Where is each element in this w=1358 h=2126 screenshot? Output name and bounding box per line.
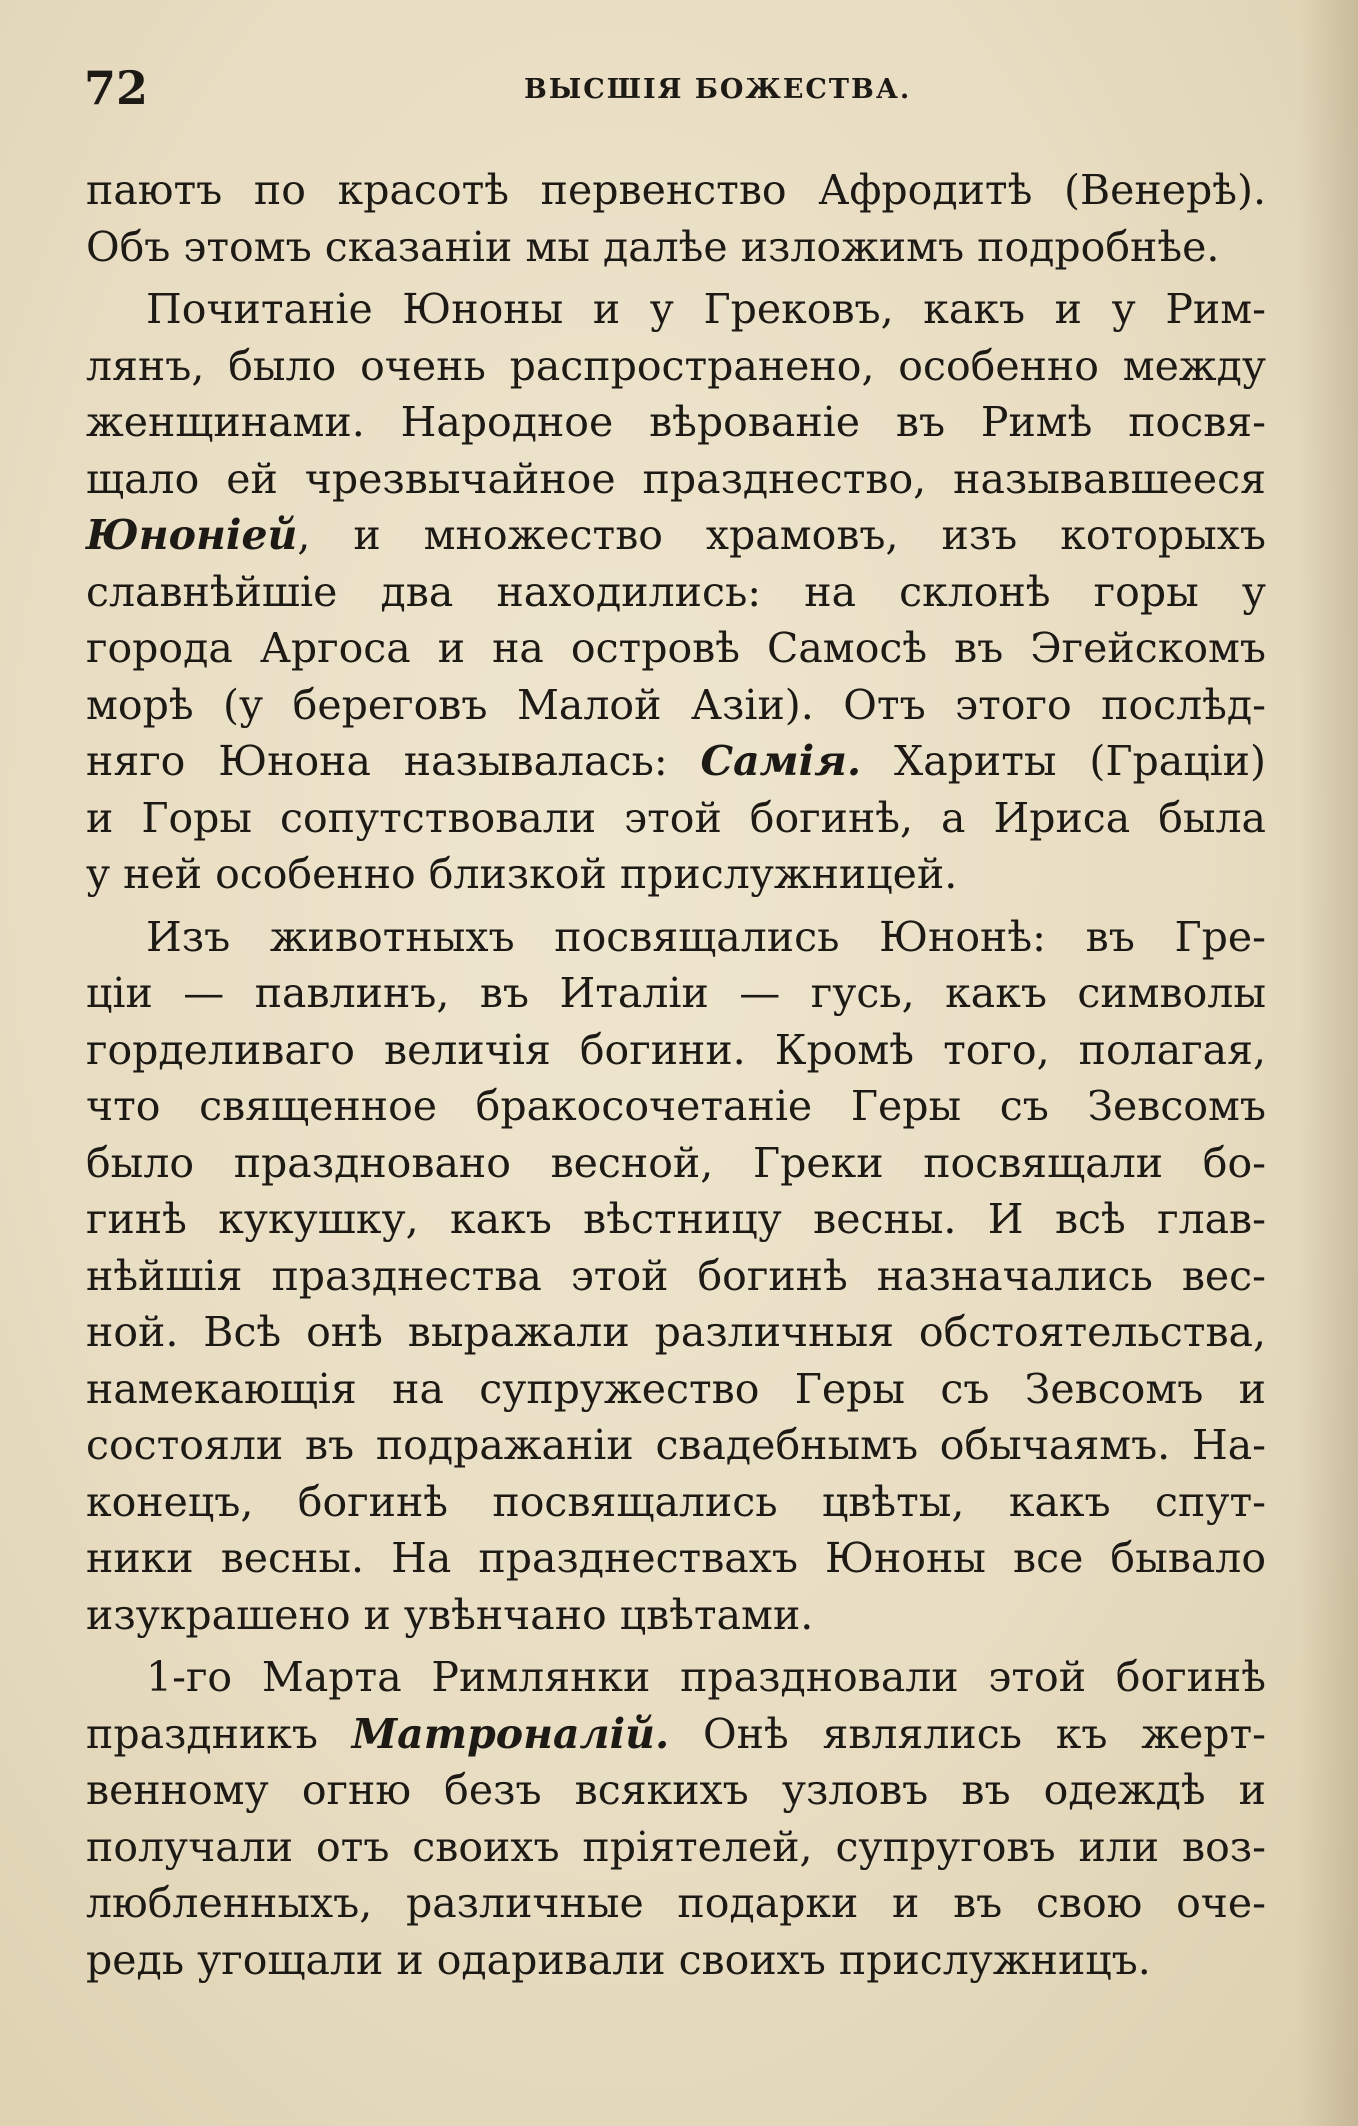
- text-line: венному огню безъ всякихъ узловъ въ одеждѣ и: [86, 1766, 1266, 1814]
- text-line: нѣйшія празднества этой богинѣ назначались вес-: [86, 1251, 1266, 1300]
- text-line: ной. Всѣ онѣ выражали различныя обстоятельства,: [86, 1308, 1266, 1356]
- body-text: [86, 162, 1266, 1988]
- text-fragment: няго Юнона называлась:: [86, 737, 701, 785]
- text-line: города Аргоса и на островѣ Самосѣ въ Эгейскомъ: [86, 624, 1266, 672]
- text-line: Почитаніе Юноны и у Грековъ, какъ и у Рим-: [146, 285, 1266, 333]
- page-number: 72: [84, 61, 149, 115]
- text-fragment: Хариты (Граціи): [861, 737, 1266, 785]
- text-line: Изъ животныхъ посвящались Юнонѣ: въ Гре-: [146, 912, 1266, 961]
- text-line: [86, 507, 1266, 564]
- emphasized-term-samia: Самія.: [700, 737, 862, 785]
- text-line: гинѣ кукушку, какъ вѣстницу весны. И всѣ глав-: [86, 1195, 1266, 1243]
- text-fragment: , и множество храмовъ, изъ которыхъ: [297, 511, 1266, 559]
- page-header: [84, 58, 1262, 118]
- text-line: было праздновано весной, Греки посвящали бо-: [86, 1138, 1266, 1187]
- text-line: изукрашено и увѣнчано цвѣтами.: [86, 1590, 814, 1639]
- text-line: получали отъ своихъ пріятелей, супруговъ или воз-: [86, 1822, 1266, 1871]
- text-line: редь угощали и одаривали своихъ прислужницъ.: [86, 1935, 1151, 1984]
- text-line: славнѣйшіе два находились: на склонѣ горы у: [86, 567, 1266, 616]
- text-line: лянъ, было очень распространено, особенно между: [86, 341, 1266, 390]
- text-line: морѣ (у береговъ Малой Азіи). Отъ этого послѣд-: [86, 680, 1266, 729]
- text-line: женщинами. Народное вѣрованіе въ Римѣ посвя-: [86, 398, 1266, 446]
- text-line: [86, 733, 1266, 790]
- text-line: конецъ, богинѣ посвящались цвѣты, какъ спут-: [86, 1477, 1266, 1526]
- text-line: что священное бракосочетаніе Геры съ Зевсомъ: [86, 1082, 1266, 1130]
- text-line: и Горы сопутствовали этой богинѣ, а Ириса была: [86, 793, 1266, 842]
- text-line: у ней особенно близкой прислужницей.: [86, 850, 958, 898]
- text-line: паютъ по красотѣ первенство Афродитѣ (Венерѣ).: [86, 166, 1266, 214]
- text-line: горделиваго величія богини. Кромѣ того, полагая,: [86, 1025, 1266, 1074]
- paragraph-2: [86, 281, 1266, 903]
- text-line: ціи — павлинъ, въ Италіи — гусь, какъ символы: [86, 969, 1266, 1017]
- text-line: 1-го Марта Римлянки праздновали этой богинѣ: [146, 1653, 1266, 1701]
- text-fragment: Онѣ являлись къ жерт-: [669, 1709, 1266, 1758]
- paragraph-1: [86, 162, 1266, 275]
- emphasized-term-matronalii: Матроналій.: [351, 1709, 670, 1758]
- text-fragment: праздникъ: [86, 1709, 352, 1758]
- text-line: любленныхъ, различные подарки и въ свою оче-: [86, 1879, 1266, 1927]
- text-line: ники весны. На празднествахъ Юноны все бывало: [86, 1534, 1266, 1582]
- emphasized-term-junonia: Юноніей: [86, 511, 298, 559]
- text-line: [86, 1706, 1266, 1763]
- running-head: ВЫСШІЯ БОЖЕСТВА.: [524, 74, 912, 105]
- text-line: Объ этомъ сказаніи мы далѣе изложимъ подробнѣе.: [86, 222, 1220, 271]
- spine-shadow: [1298, 0, 1358, 2126]
- text-line: щало ей чрезвычайное празднество, называвшееся: [86, 454, 1266, 503]
- paragraph-4: [86, 1649, 1266, 1988]
- paragraph-3: [86, 909, 1266, 1644]
- text-line: намекающія на супружество Геры съ Зевсомъ и: [86, 1364, 1266, 1413]
- text-line: состояли въ подражаніи свадебнымъ обычаямъ. На-: [86, 1421, 1266, 1469]
